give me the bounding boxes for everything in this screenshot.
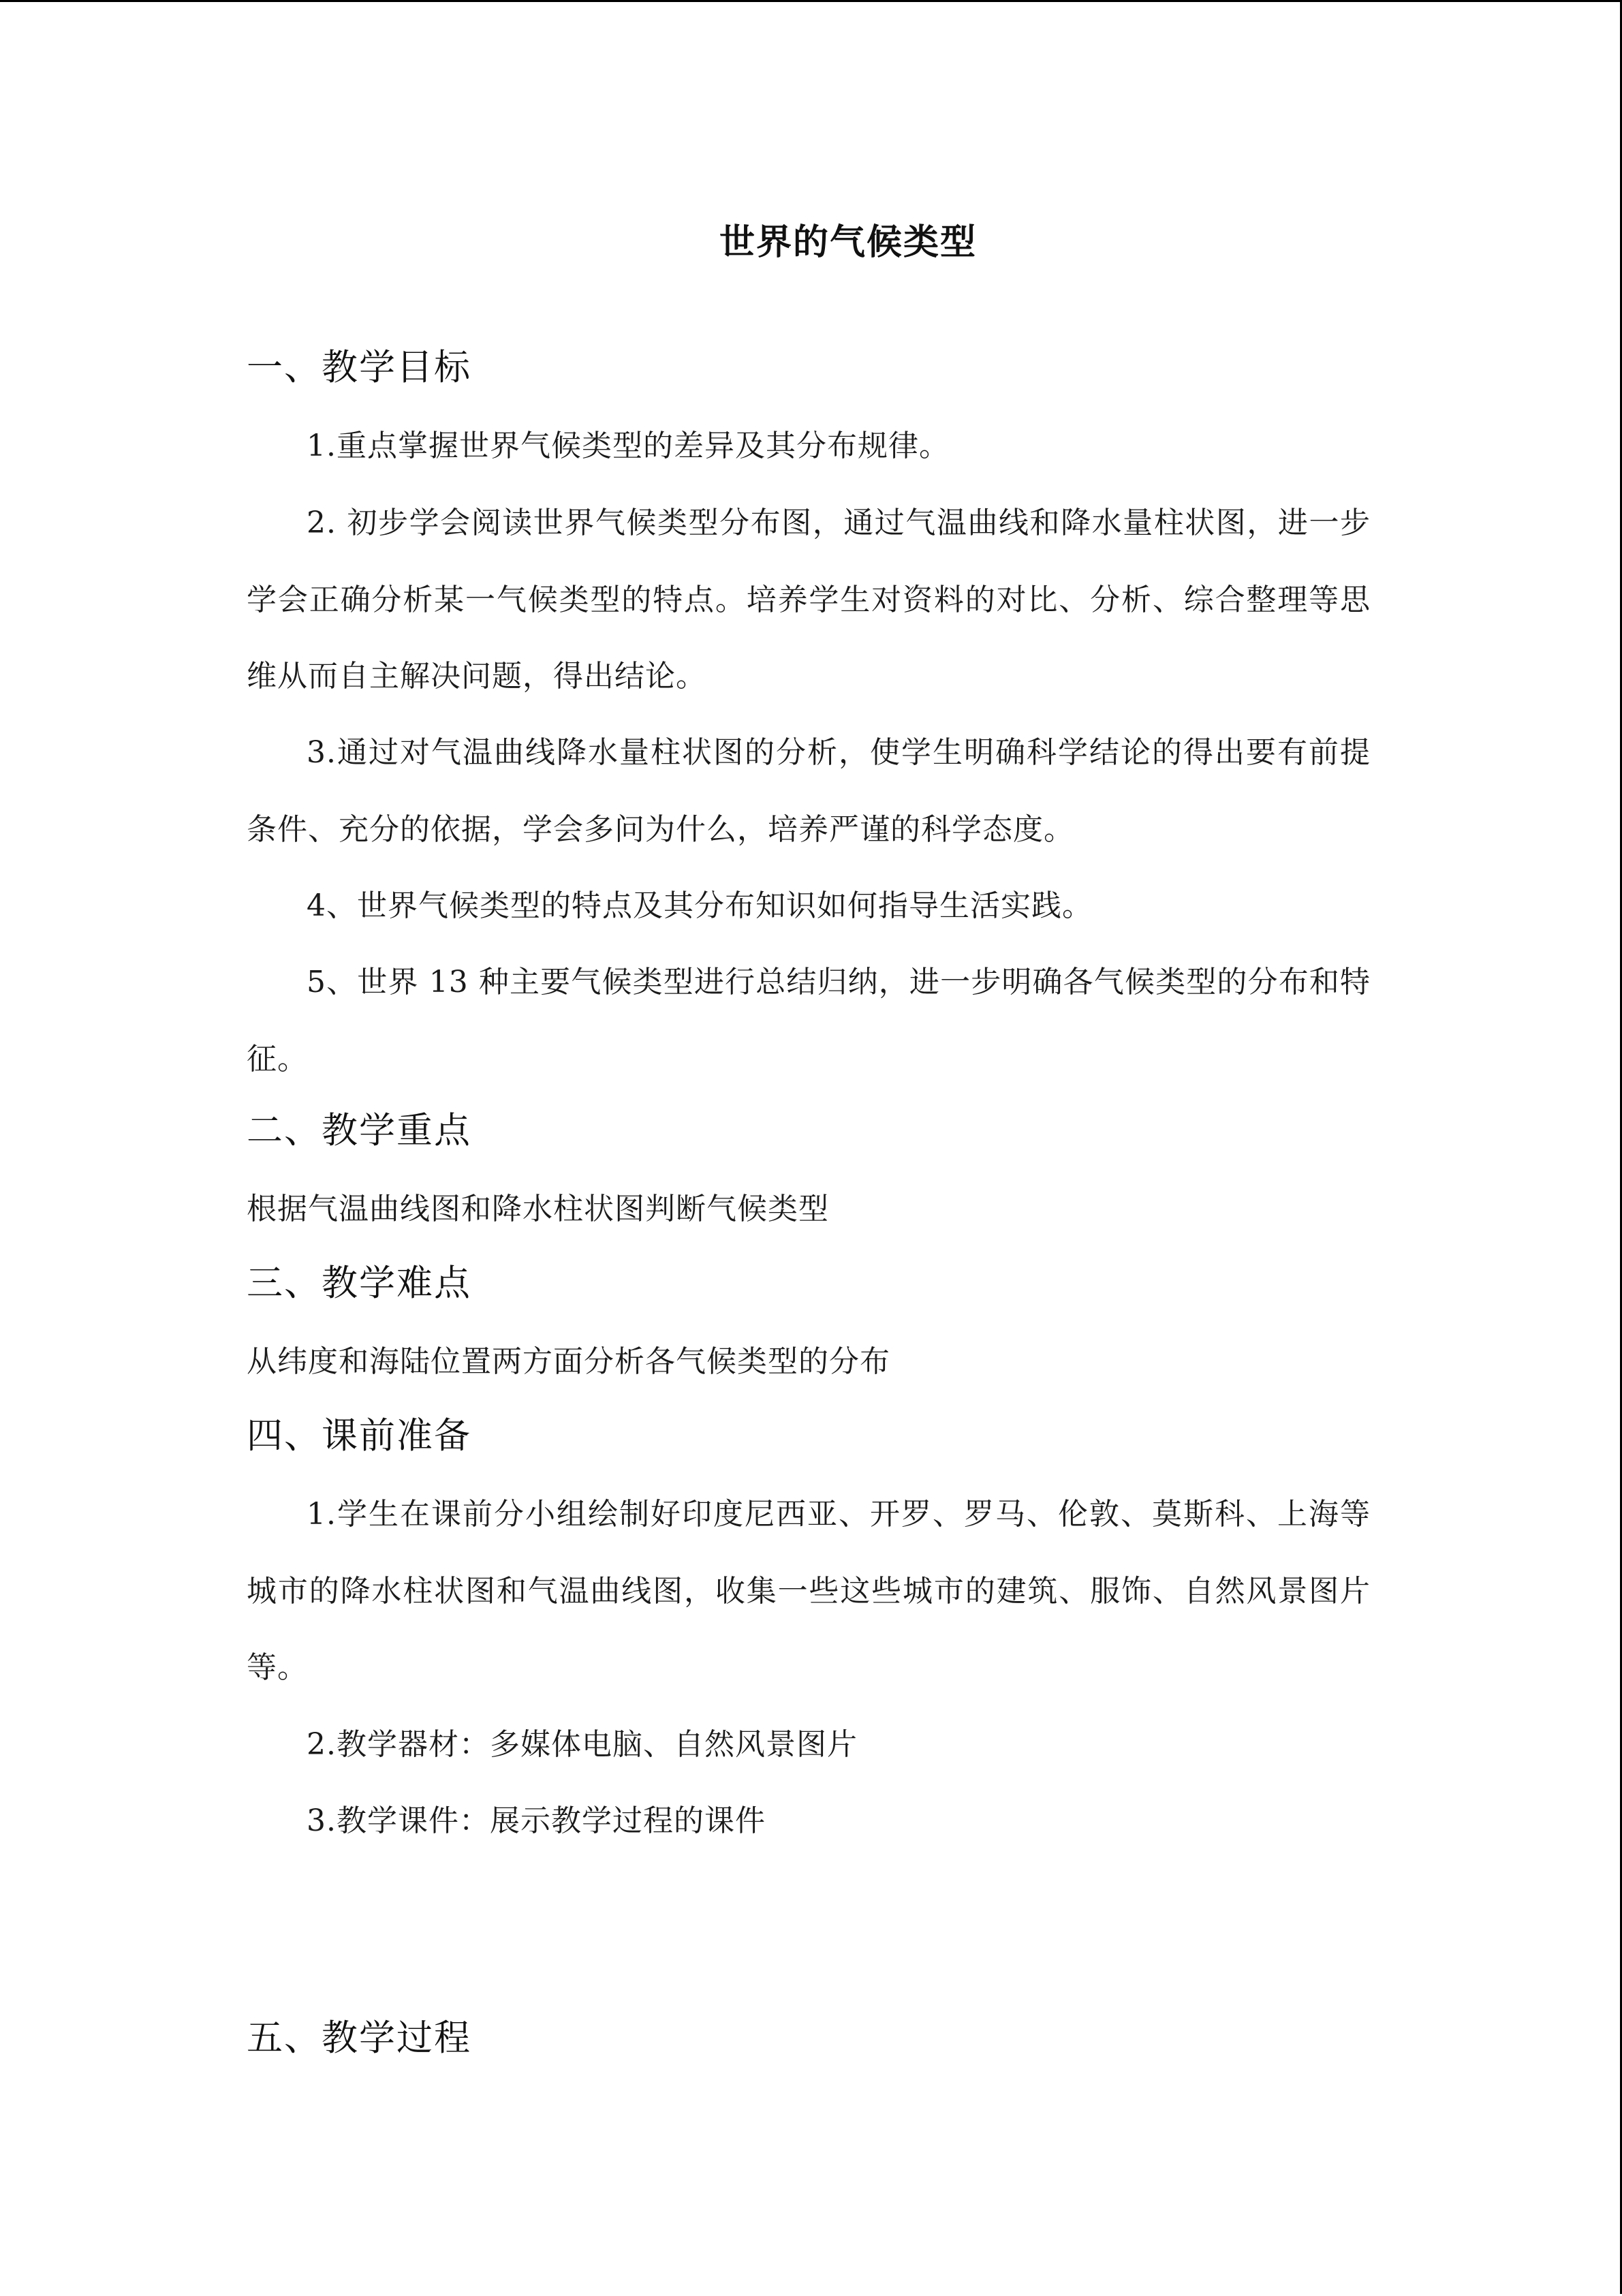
document-page [0, 2, 1622, 2296]
section-heading-difficulties: 三、教学难点 [247, 1262, 471, 1304]
paragraph: 2. 初步学会阅读世界气候类型分布图，通过气温曲线和降水量柱状图，进一步学会正确分析某一气候类型的特点。培养学生对资料的对比、分析、综合整理等思维从而自主解决问题，得出结论。 [247, 506, 1371, 694]
paragraph: 3.教学课件：展示教学过程的课件 [307, 1803, 766, 1838]
paragraph: 根据气温曲线图和降水柱状图判断气候类型 [247, 1192, 829, 1226]
paragraph: 从纬度和海陆位置两方面分析各气候类型的分布 [247, 1344, 890, 1379]
section-heading-objectives: 一、教学目标 [247, 347, 471, 388]
document-title: 世界的气候类型 [719, 222, 977, 263]
paragraph: 1.重点掌握世界气候类型的差异及其分布规律。 [307, 429, 950, 463]
section-heading-preparation: 四、课前准备 [247, 1415, 471, 1457]
section-heading-process: 五、教学过程 [247, 2017, 471, 2059]
paragraph: 1.学生在课前分小组绘制好印度尼西亚、开罗、罗马、伦敦、莫斯科、上海等城市的降水柱状图和气温曲线图，收集一些这些城市的建筑、服饰、自然风景图片等。 [247, 1497, 1371, 1685]
paragraph: 4、世界气候类型的特点及其分布知识如何指导生活实践。 [307, 888, 1093, 923]
section-heading-key-points: 二、教学重点 [247, 1110, 471, 1151]
paragraph: 3.通过对气温曲线降水量柱状图的分析，使学生明确科学结论的得出要有前提条件、充分的依据，学会多问为什么，培养严谨的科学态度。 [247, 735, 1371, 847]
paragraph: 2.教学器材：多媒体电脑、自然风景图片 [307, 1727, 858, 1762]
paragraph: 5、世界 13 种主要气候类型进行总结归纳，进一步明确各气候类型的分布和特征。 [247, 965, 1371, 1076]
